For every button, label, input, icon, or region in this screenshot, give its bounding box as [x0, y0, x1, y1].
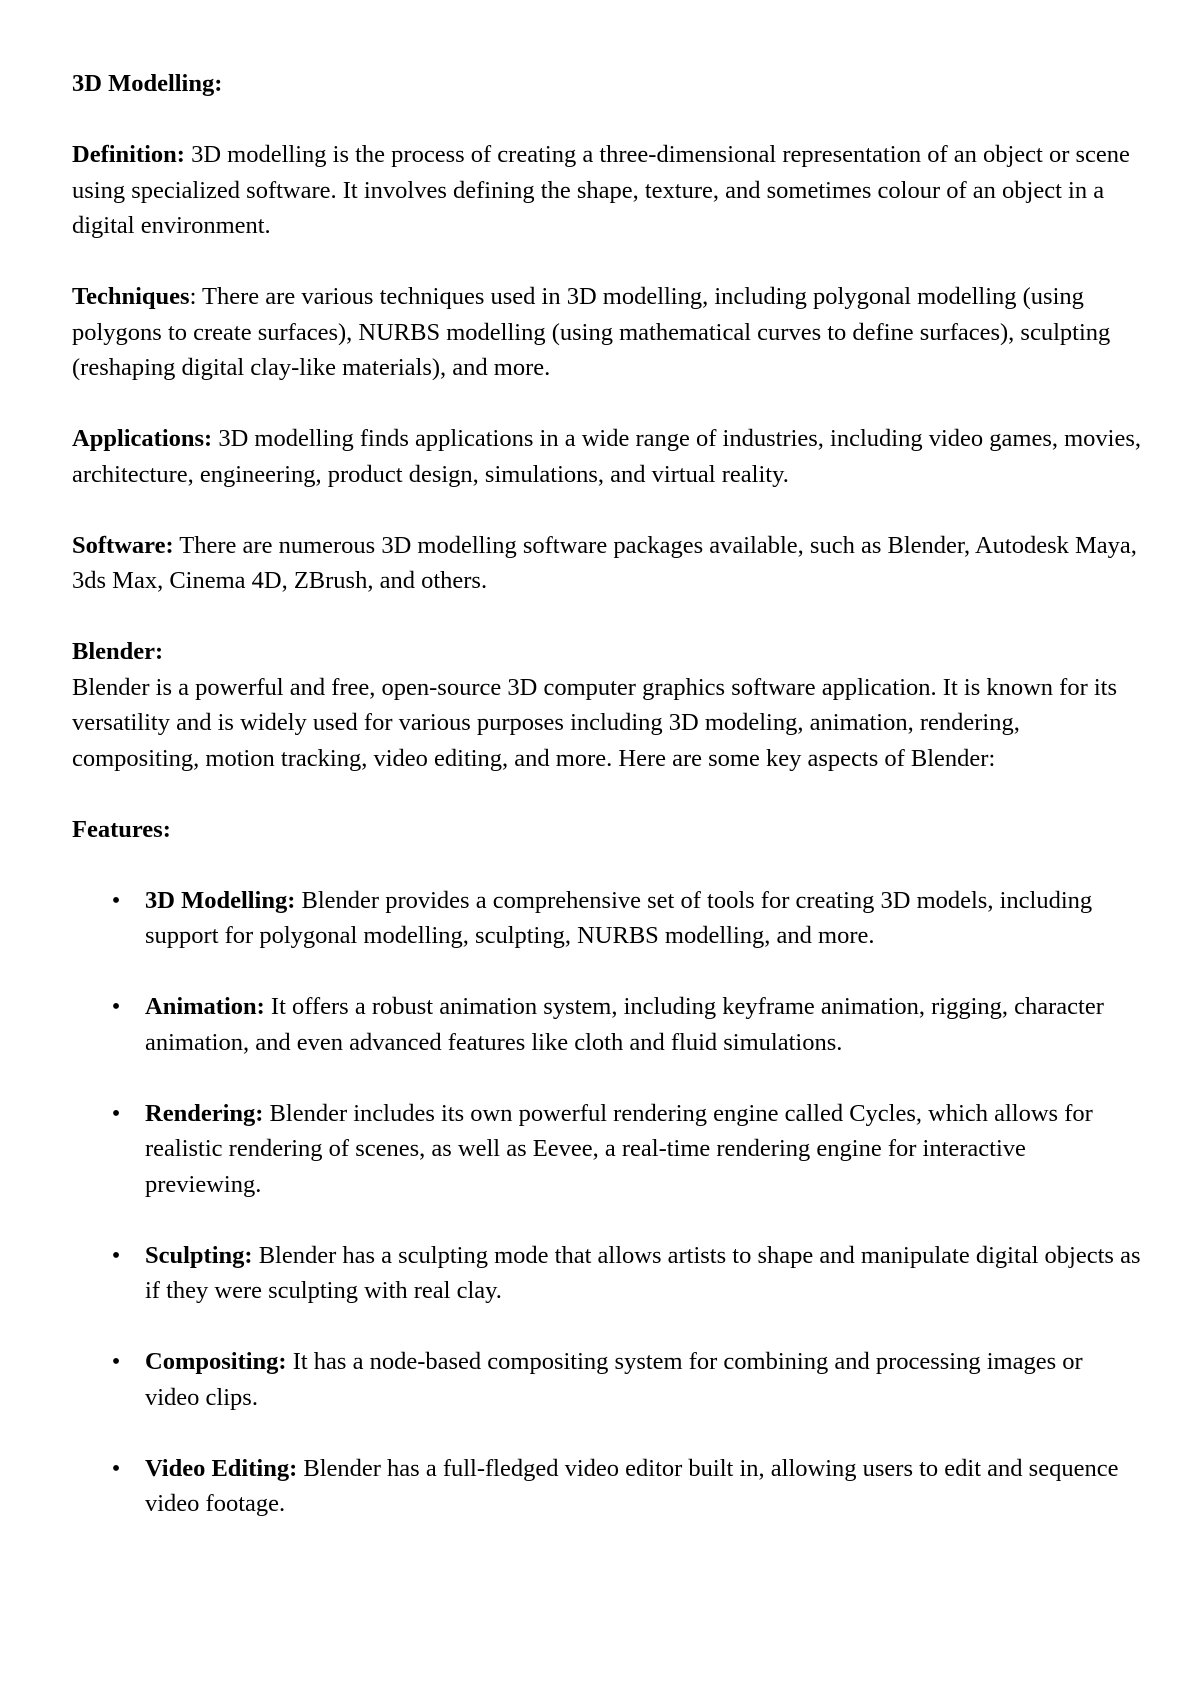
- feature-text: Blender includes its own powerful rendering engine called Cycles, which allows for realistic rendering of scenes, as well as Eevee, a real-time rendering engine for interactive previewing.: [145, 1099, 1093, 1198]
- applications-label: Applications:: [72, 425, 213, 452]
- list-item: [72, 883, 1142, 954]
- software-paragraph: [72, 528, 1142, 599]
- techniques-text: : There are various techniques used in 3D modelling, including polygonal modelling (using polygons to create surfaces), NURBS modelling (using mathematical curves to define surfaces), sculpting (reshaping digital clay-like materials), and more.: [72, 283, 1111, 381]
- list-item: [72, 1238, 1142, 1309]
- bullet-icon: •: [111, 993, 121, 1020]
- feature-text: It has a node-based compositing system for combining and processing images or video clips.: [145, 1348, 1083, 1411]
- bullet-icon: •: [111, 886, 121, 914]
- feature-label: Sculpting:: [145, 1241, 253, 1269]
- features-list: [72, 883, 1142, 1522]
- feature-label: Animation:: [145, 993, 265, 1020]
- document-title: 3D Modelling:: [72, 70, 223, 97]
- software-text: There are numerous 3D modelling software packages available, such as Blender, Autodesk Maya, 3ds Max, Cinema 4D, ZBrush, and others.: [72, 531, 1137, 594]
- feature-text: It offers a robust animation system, including keyframe animation, rigging, character animation, and even advanced features like cloth and fluid simulations.: [145, 993, 1104, 1056]
- feature-text: Blender has a full-fledged video editor built in, allowing users to edit and sequence video footage.: [145, 1454, 1119, 1517]
- bullet-icon: •: [111, 1099, 121, 1127]
- applications-paragraph: [72, 421, 1142, 492]
- features-heading: Features:: [72, 815, 171, 843]
- feature-label: Video Editing:: [145, 1454, 298, 1482]
- techniques-label: Techniques: [72, 283, 190, 310]
- feature-text: Blender provides a comprehensive set of tools for creating 3D models, including support for polygonal modelling, sculpting, NURBS modelling, and more.: [145, 886, 1093, 949]
- feature-label: 3D Modelling:: [145, 886, 296, 914]
- definition-text: 3D modelling is the process of creating a three-dimensional representation of an object or scene using specialized software. It involves defining the shape, texture, and sometimes colour of an object in a digital environment.: [72, 141, 1130, 239]
- definition-label: Definition:: [72, 141, 185, 168]
- blender-intro: Blender is a powerful and free, open-source 3D computer graphics software application. It is known for its versatility and is widely used for various purposes including 3D modeling, animation, rendering, compositing, motion tracking, video editing, and more. Here are some key aspects of Blender:: [72, 673, 1118, 772]
- bullet-icon: •: [111, 1241, 121, 1269]
- feature-text: Blender has a sculpting mode that allows artists to shape and manipulate digital objects as if they were sculpting with real clay.: [145, 1241, 1141, 1304]
- bullet-icon: •: [111, 1454, 121, 1482]
- applications-text: 3D modelling finds applications in a wide range of industries, including video games, movies, architecture, engineering, product design, simulations, and virtual reality.: [72, 425, 1142, 488]
- feature-label: Compositing:: [145, 1348, 287, 1375]
- bullet-icon: •: [111, 1348, 121, 1375]
- techniques-paragraph: [72, 279, 1142, 386]
- list-item: [72, 989, 1142, 1060]
- software-label: Software:: [72, 531, 174, 559]
- blender-heading: Blender:: [72, 638, 164, 665]
- feature-label: Rendering:: [145, 1099, 264, 1127]
- definition-paragraph: [72, 137, 1142, 244]
- list-item: [72, 1451, 1142, 1522]
- list-item: [72, 1096, 1142, 1203]
- document-page: [72, 66, 1142, 1557]
- list-item: [72, 1344, 1142, 1415]
